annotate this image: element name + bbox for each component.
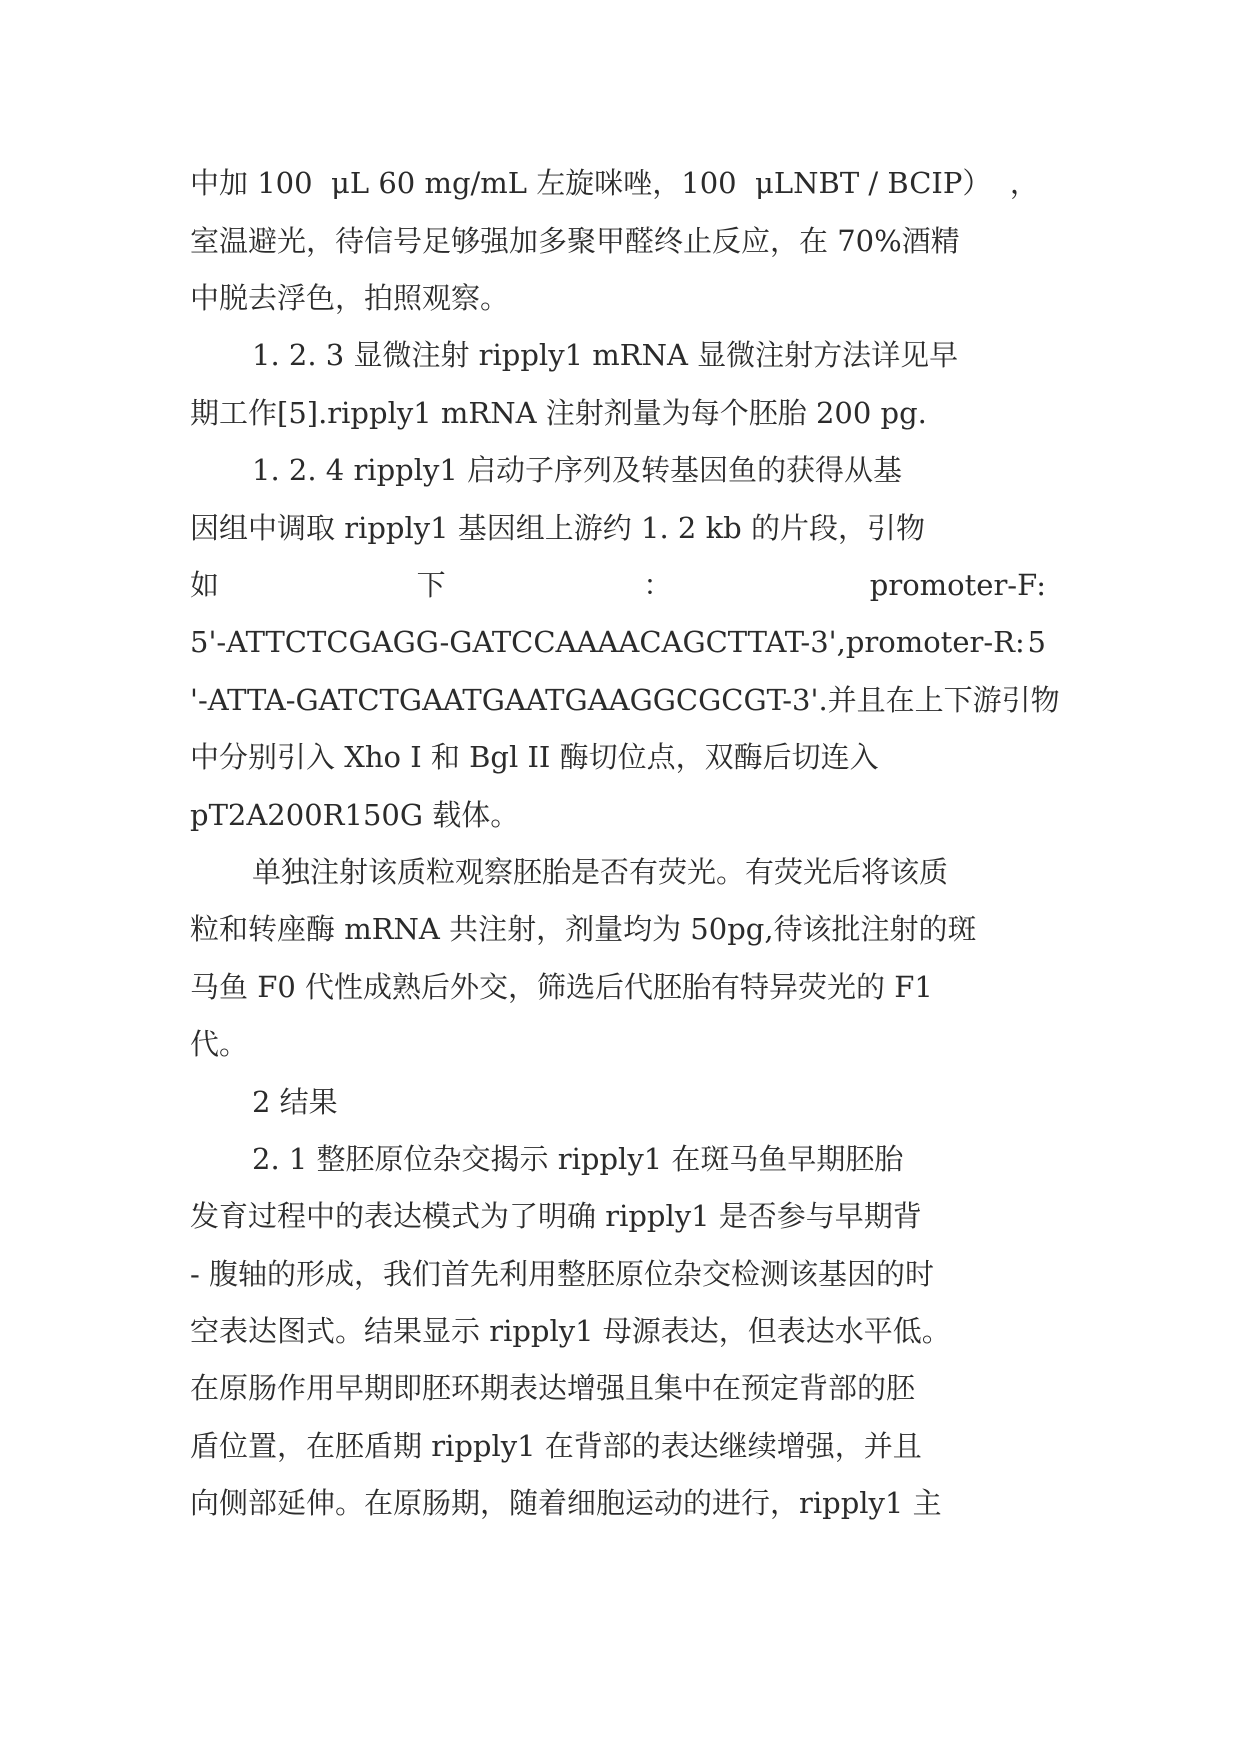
text-line-8 <box>190 565 1046 605</box>
text-fragment: promoter-F: <box>869 568 1046 602</box>
text-line-14: 粒和转座酶 mRNA 共注射，剂量均为 50pg,待该批注射的斑 <box>190 912 977 946</box>
text-line-20: - 腹轴的形成，我们首先利用整胚原位杂交检测该基因的时 <box>190 1257 935 1291</box>
section-2-heading: 2 结果 <box>252 1085 338 1119</box>
primer-reverse-line: '-ATTA-GATCTGAATGAATGAAGGCGCGT-3'.并且在上下游引物 <box>190 683 1060 717</box>
text-line-19: 发育过程中的表达模式为了明确 ripply1 是否参与早期背 <box>190 1199 922 1233</box>
text-line-1: 中加 100 μL 60 mg/mL 左旋咪唑，100 μLNBT / BCIP） ， <box>190 166 1039 200</box>
text-line-23: 盾位置，在胚盾期 ripply1 在背部的表达继续增强，并且 <box>190 1429 922 1463</box>
text-line-11: 中分别引入 Xho I 和 Bgl II 酶切位点，双酶后切连入 <box>190 740 879 774</box>
primer-forward-line <box>190 622 1046 662</box>
text-fragment: 如 <box>190 568 220 602</box>
section-1-2-4-heading: 1. 2. 4 ripply1 启动子序列及转基因鱼的获得从基 <box>252 453 903 487</box>
text-line-22: 在原肠作用早期即胚环期表达增强且集中在预定背部的胚 <box>190 1371 916 1405</box>
text-fragment: 下 <box>416 568 446 602</box>
text-line-21: 空表达图式。结果显示 ripply1 母源表达，但表达水平低。 <box>190 1314 951 1348</box>
text-line-5: 期工作[5].ripply1 mRNA 注射剂量为每个胚胎 200 pg. <box>190 396 927 430</box>
text-line-3: 中脱去浮色，拍照观察。 <box>190 281 510 315</box>
text-fragment: ： <box>643 568 673 602</box>
text-line-24: 向侧部延伸。在原肠期，随着细胞运动的进行，ripply1 主 <box>190 1486 942 1520</box>
text-fragment: 5'-ATTCTCGAGG-GATCCAAAACAGCTTAT-3',promoter-R: <box>190 625 1025 659</box>
text-line-15: 马鱼 F0 代性成熟后外交，筛选后代胚胎有特异荧光的 F1 <box>190 970 933 1004</box>
text-line-12: pT2A200R150G 载体。 <box>190 798 520 832</box>
section-1-2-3-heading: 1. 2. 3 显微注射 ripply1 mRNA 显微注射方法详见早 <box>252 338 959 372</box>
section-2-1-heading: 2. 1 整胚原位杂交揭示 ripply1 在斑马鱼早期胚胎 <box>252 1142 904 1176</box>
text-fragment: 5 <box>1027 625 1046 659</box>
text-line-7: 因组中调取 ripply1 基因组上游约 1. 2 kb 的片段，引物 <box>190 511 925 545</box>
text-line-16: 代。 <box>190 1027 249 1061</box>
text-line-2: 室温避光，待信号足够强加多聚甲醛终止反应，在 70%酒精 <box>190 224 960 258</box>
text-line-13: 单独注射该质粒观察胚胎是否有荧光。有荧光后将该质 <box>252 855 949 889</box>
